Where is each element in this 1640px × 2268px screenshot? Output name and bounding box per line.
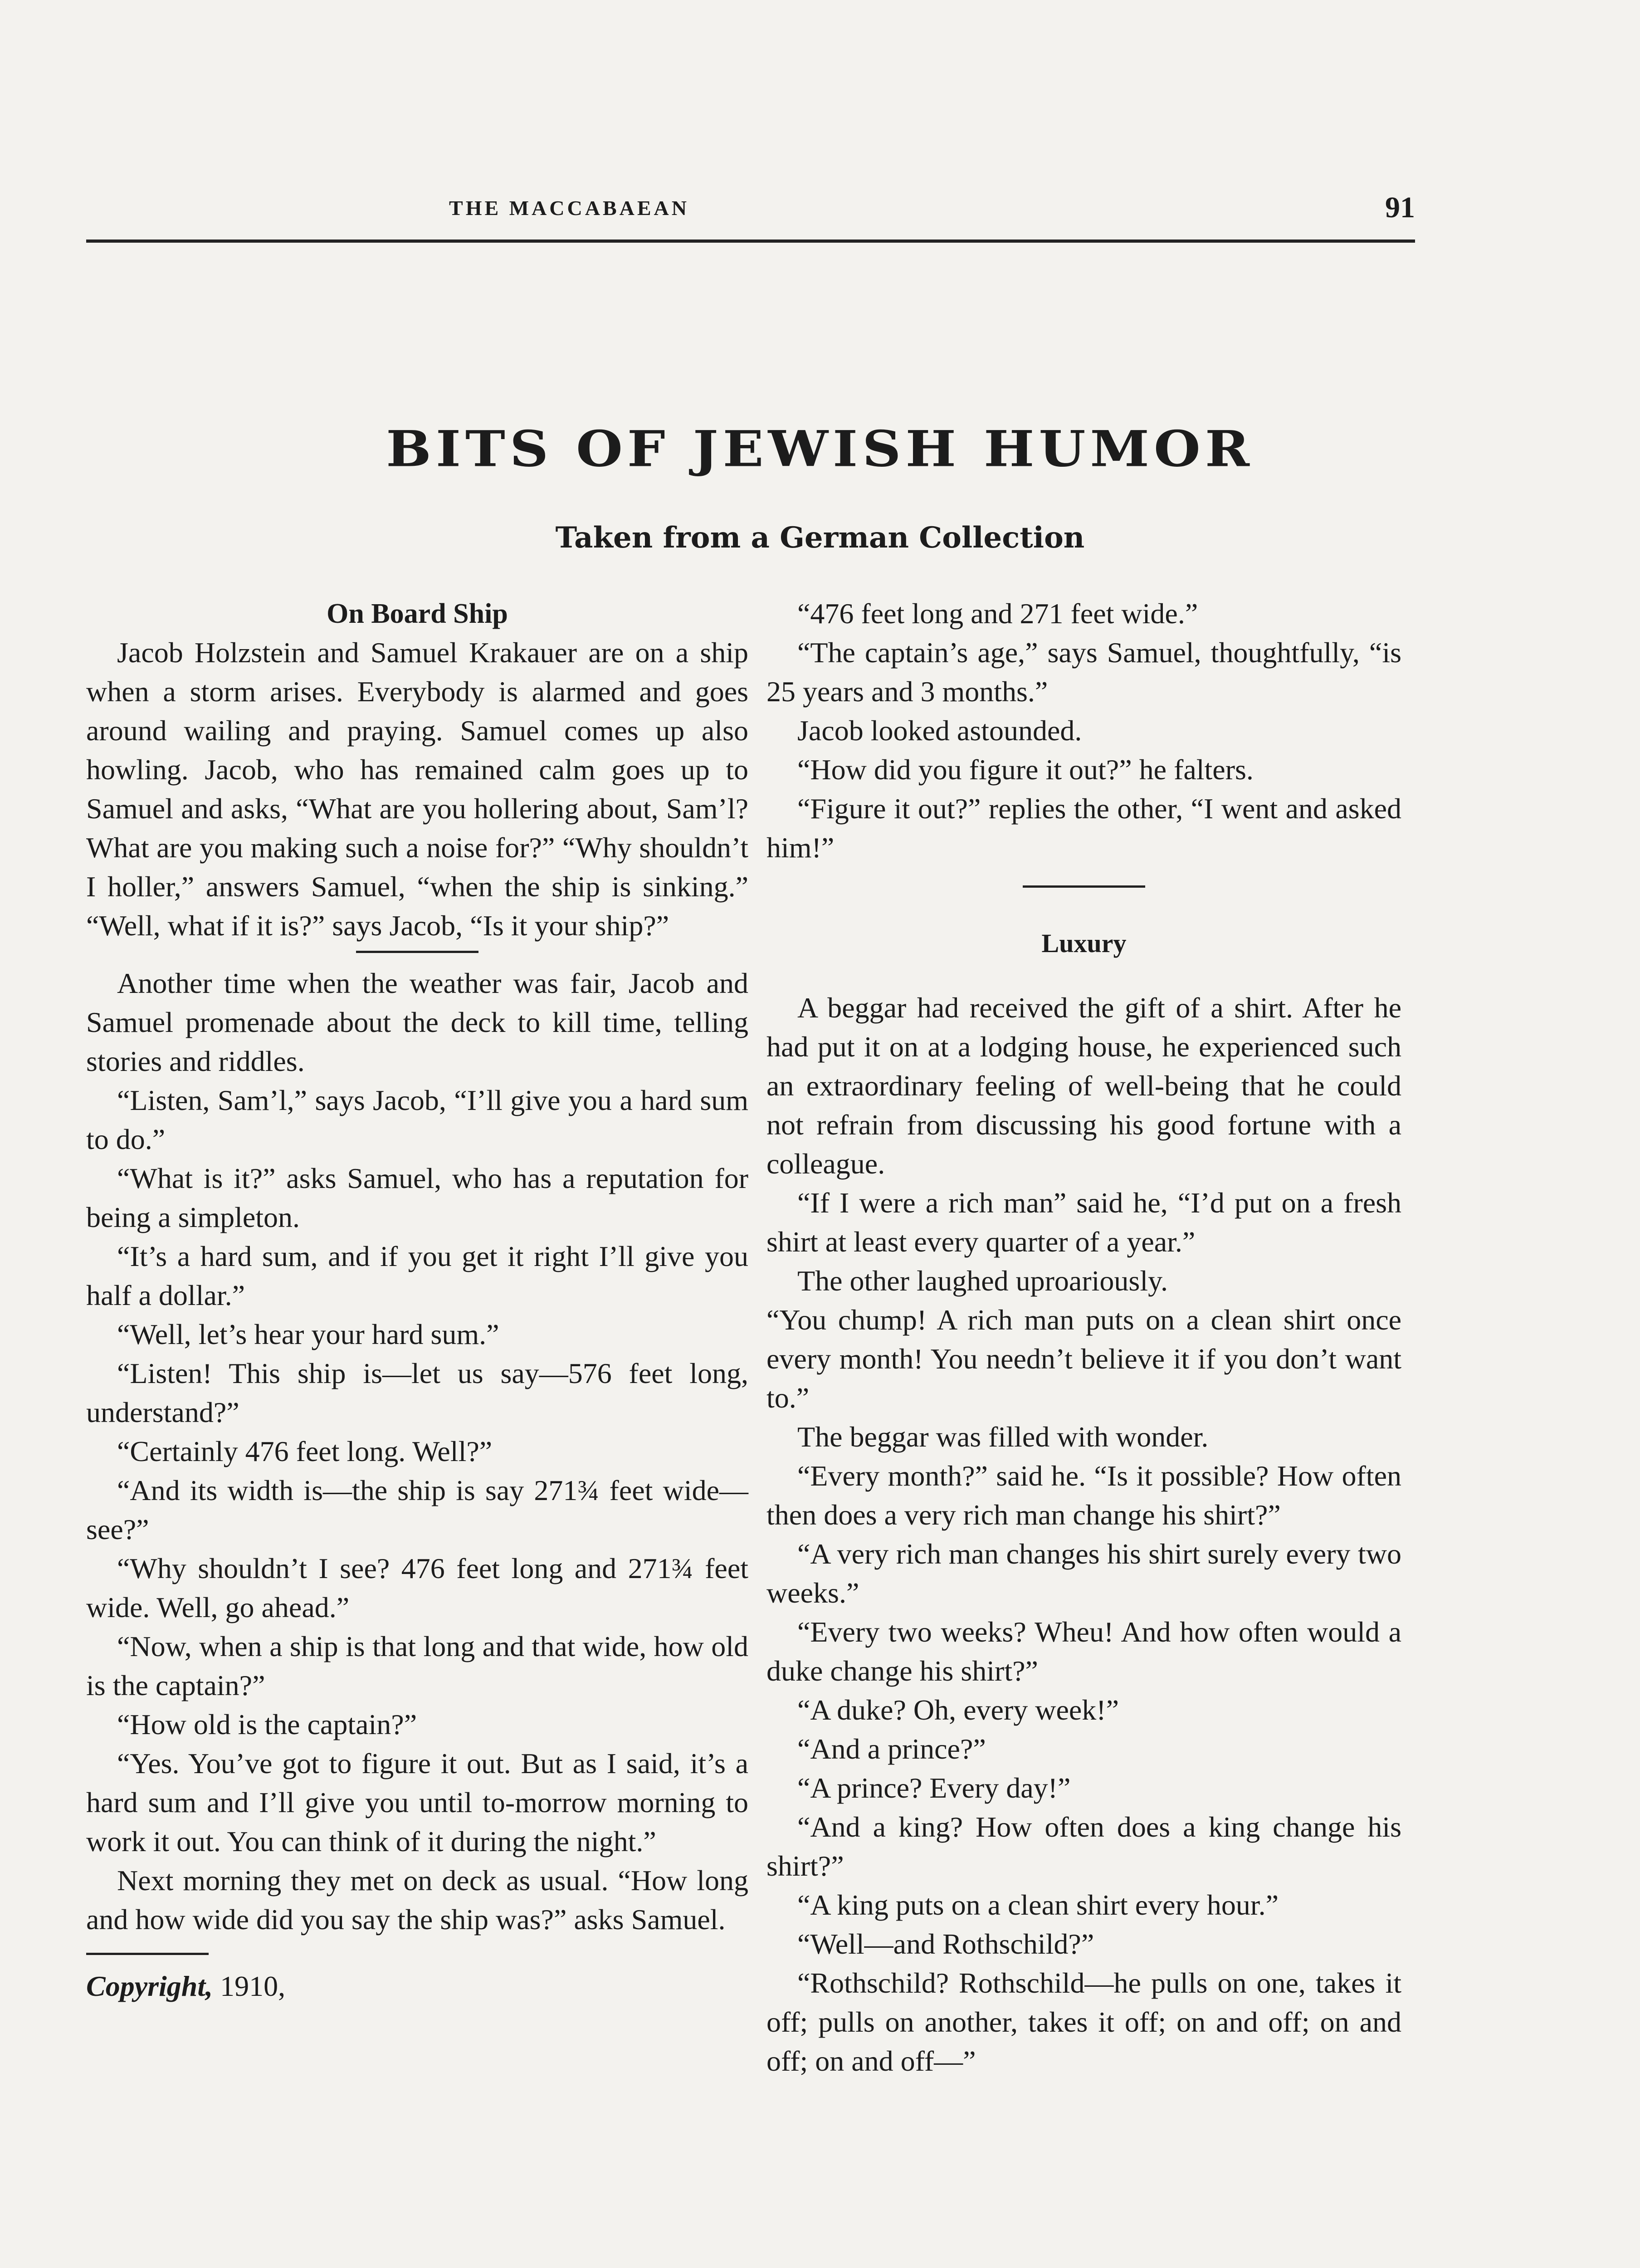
section-title-luxury: Luxury: [1041, 929, 1127, 958]
paragraph: “You chump! A rich man puts on a clean shirt once every month! You needn’t believe it if you don’t want to.”: [766, 1304, 1401, 1414]
paragraph: “Listen! This ship is—let us say—576 feet long, understand?”: [86, 1357, 748, 1428]
running-title: THE MACCABAEAN: [449, 196, 689, 220]
page-number: 91: [1385, 191, 1415, 224]
paragraph: “Well—and Rothschild?”: [797, 1928, 1094, 1960]
paragraph: “What is it?” asks Samuel, who has a reputation for being a simpleton.: [86, 1162, 748, 1233]
copyright-divider: [86, 1953, 209, 1955]
paragraph: “Now, when a ship is that long and that wide, how old is the captain?”: [86, 1630, 748, 1701]
paragraph: “A very rich man changes his shirt surely every two weeks.”: [766, 1538, 1401, 1609]
paragraph: “And its width is—the ship is say 271¾ feet wide—see?”: [86, 1474, 748, 1545]
paragraph: “If I were a rich man” said he, “I’d put on a fresh shirt at least every quarter of a year.”: [766, 1187, 1401, 1258]
paragraph: “The captain’s age,” says Samuel, thoughtfully, “is 25 years and 3 months.”: [766, 636, 1401, 708]
paragraph: “Yes. You’ve got to figure it out. But as I said, it’s a hard sum and I’ll give you until to-morrow morning to work it out. You can think of it during the night.”: [86, 1747, 748, 1857]
paragraph: The other laughed uproariously.: [797, 1265, 1168, 1297]
paragraph: “How old is the captain?”: [117, 1708, 417, 1740]
paragraph: “A king puts on a clean shirt every hour.”: [797, 1889, 1279, 1921]
copyright-label: Copyright,: [86, 1970, 213, 2002]
paragraph: A beggar had received the gift of a shirt. After he had put it on at a lodging house, he experienced such an extraordinary feeling of well-being that he could not refrain from discussing his good fortune with a colleague.: [766, 992, 1401, 1180]
paragraph: “Well, let’s hear your hard sum.”: [117, 1318, 499, 1350]
article-subtitle: Taken from a German Collection: [555, 521, 1085, 555]
page-header: [86, 191, 1415, 227]
copyright-line: [86, 1967, 748, 2006]
paragraph: “And a king? How often does a king change his shirt?”: [766, 1811, 1401, 1882]
right-column: [766, 594, 1401, 2081]
article-title: BITS OF JEWISH HUMOR: [386, 420, 1254, 478]
paragraph: “Figure it out?” replies the other, “I went and asked him!”: [766, 792, 1401, 864]
paragraph: “Rothschild? Rothschild—he pulls on one, takes it off; pulls on another, takes it off; on and off; on and off; on and off—”: [766, 1967, 1401, 2077]
paragraph: Another time when the weather was fair, Jacob and Samuel promenade about the deck to kill time, telling stories and riddles.: [86, 967, 748, 1077]
paragraph: “Certainly 476 feet long. Well?”: [117, 1435, 493, 1467]
paragraph: “It’s a hard sum, and if you get it right I’ll give you half a dollar.”: [86, 1240, 748, 1311]
paragraph: “A prince? Every day!”: [797, 1772, 1071, 1804]
header-rule: [86, 240, 1415, 243]
paragraph: Jacob looked astounded.: [797, 714, 1082, 747]
paragraph: Next morning they met on deck as usual. “How long and how wide did you say the ship was?” asks Samuel.: [86, 1864, 748, 1936]
paragraph: “And a prince?”: [797, 1733, 986, 1765]
paragraph: “Why shouldn’t I see? 476 feet long and 271¾ feet wide. Well, go ahead.”: [86, 1552, 748, 1623]
paragraph: “Every two weeks? Wheu! And how often would a duke change his shirt?”: [766, 1616, 1401, 1687]
section-divider: [356, 951, 478, 953]
left-column: [86, 594, 748, 2006]
section-title-on-board-ship: On Board Ship: [327, 598, 508, 629]
paragraph: Jacob Holzstein and Samuel Krakauer are on a ship when a storm arises. Everybody is alarmed and goes around wailing and praying. Samuel comes up also howling. Jacob, who has remained calm goes up to Samuel and asks, “What are you hollering about, Sam’l? What are you making such a noise for?” “Why shouldn’t I holler,” answers Samuel, “when the ship is sinking.” “Well, what if it is?” says Jacob, “Is it your ship?”: [86, 636, 748, 942]
paragraph: “A duke? Oh, every week!”: [797, 1694, 1119, 1726]
copyright-year: 1910,: [220, 1970, 286, 2002]
paragraph: “Every month?” said he. “Is it possible? How often then does a very rich man change his shirt?”: [766, 1460, 1401, 1531]
paragraph: “How did you figure it out?” he falters.: [797, 753, 1254, 786]
paragraph: “Listen, Sam’l,” says Jacob, “I’ll give you a hard sum to do.”: [86, 1084, 748, 1155]
paragraph: “476 feet long and 271 feet wide.”: [797, 597, 1198, 630]
section-divider: [1023, 885, 1145, 888]
paragraph: The beggar was filled with wonder.: [797, 1421, 1209, 1453]
